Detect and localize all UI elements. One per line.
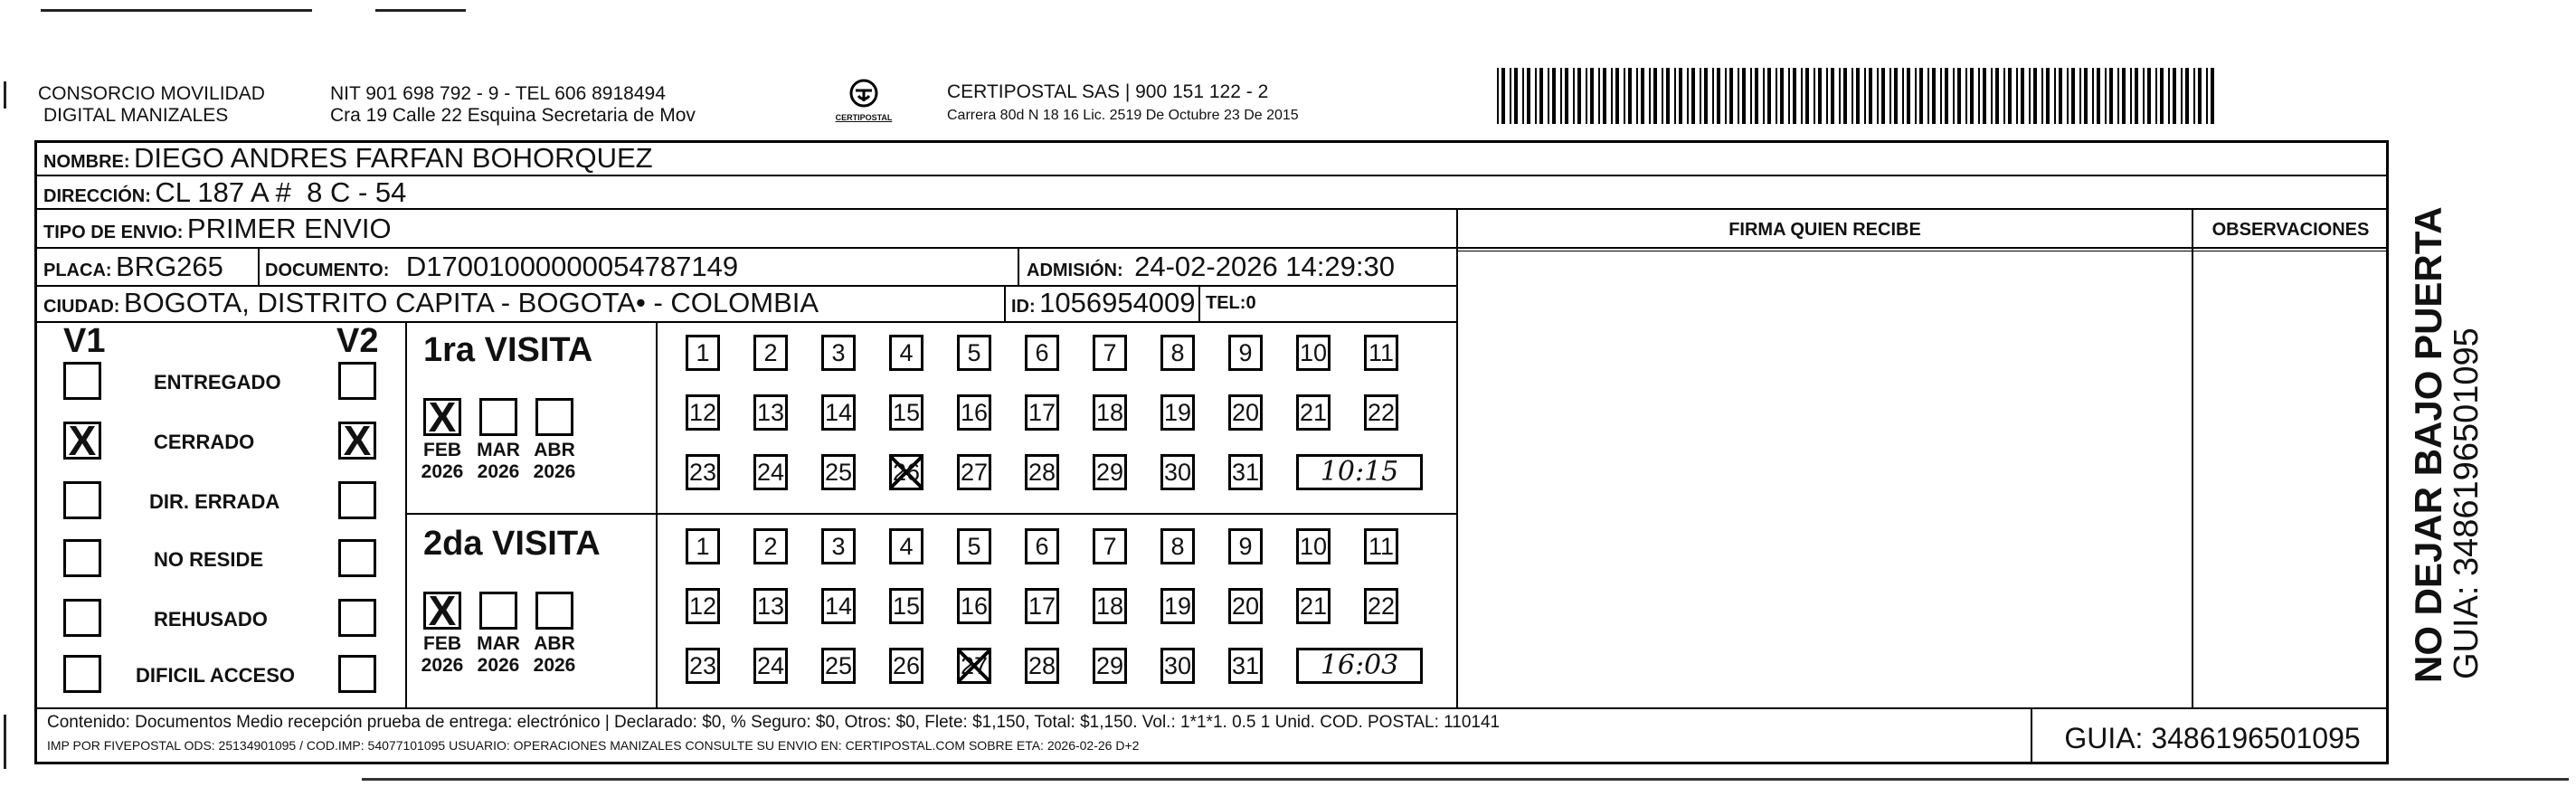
option-label: REHUSADO — [154, 608, 268, 631]
barcode-bar — [1995, 68, 1999, 124]
barcode-bar — [1679, 68, 1682, 124]
nombre-label: NOMBRE: — [43, 152, 130, 172]
day-box[interactable]: 24 — [753, 648, 788, 684]
barcode-bar — [2021, 68, 2024, 124]
barcode-bar — [1666, 68, 1670, 124]
barcode-bar — [1687, 68, 1689, 124]
barcode-bar — [1856, 68, 1860, 124]
barcode-bar — [1691, 68, 1695, 124]
option-label: ENTREGADO — [154, 371, 281, 394]
month-checkbox[interactable]: X — [423, 398, 461, 436]
barcode-bar — [2079, 68, 2081, 124]
month-checkbox[interactable] — [479, 592, 517, 630]
admision-value: 24-02-2026 14:29:30 — [1134, 251, 1395, 282]
day-box[interactable]: 16 — [957, 394, 991, 431]
barcode-bar — [1603, 68, 1606, 124]
edge-mark — [4, 715, 6, 769]
barcode-bar — [1852, 68, 1853, 124]
month-year: 2026 — [421, 461, 464, 482]
day-box[interactable]: 9 — [1228, 528, 1263, 564]
day-box[interactable]: 19 — [1160, 588, 1195, 624]
barcode-bar — [1927, 68, 1929, 124]
tipo-envio-value: PRIMER ENVIO — [186, 213, 392, 244]
day-box[interactable]: 22 — [1364, 394, 1398, 431]
barcode-bar — [1636, 68, 1638, 124]
barcode-bar — [1598, 68, 1600, 124]
day-box[interactable]: 2 — [753, 335, 788, 371]
barcode-bar — [1615, 68, 1619, 124]
barcode-bar — [2092, 68, 2094, 124]
v2-checkbox[interactable] — [338, 655, 376, 693]
barcode-bar — [2206, 68, 2208, 124]
time-field[interactable]: 16:03 — [1296, 648, 1423, 684]
barcode-bar — [2003, 68, 2005, 124]
barcode-bar — [2084, 68, 2088, 124]
barcode-bar — [1945, 68, 1948, 124]
barcode-bar — [1902, 68, 1904, 124]
tel-value: 0 — [1245, 293, 1256, 313]
barcode-bar — [2147, 68, 2151, 124]
day-box[interactable]: 16 — [957, 588, 991, 624]
day-box[interactable]: 31 — [1228, 454, 1263, 490]
month-checkbox[interactable] — [535, 398, 573, 436]
barcode-bar — [1801, 68, 1803, 124]
admision-label: ADMISIÓN: — [1027, 261, 1123, 280]
scan-mark-right — [375, 9, 466, 12]
nombre-value: DIEGO ANDRES FARFAN BOHORQUEZ — [134, 142, 653, 174]
barcode-bar — [1577, 68, 1581, 124]
barcode-bar — [2117, 68, 2119, 124]
barcode-bar — [1514, 68, 1518, 124]
day-box[interactable]: 17 — [1025, 588, 1059, 624]
day-box[interactable]: 4 — [889, 335, 923, 371]
month-label — [527, 440, 582, 483]
barcode-bar — [1653, 68, 1657, 124]
barcode-bar — [1957, 68, 1961, 124]
direccion-value: CL 187 A # 8 C - 54 — [155, 176, 407, 208]
day-box[interactable]: 1 — [686, 335, 720, 371]
edge-mark — [4, 81, 6, 109]
barcode-bar — [1624, 68, 1625, 124]
v1-checkbox[interactable] — [63, 599, 101, 637]
barcode-bar — [1729, 68, 1733, 124]
month-checkbox[interactable] — [535, 592, 573, 630]
barcode-bar — [2181, 68, 2183, 124]
day-box[interactable]: 26 — [889, 454, 923, 490]
v2-checkbox[interactable] — [338, 539, 376, 577]
time-field[interactable]: 10:15 — [1296, 454, 1423, 490]
v1-checkbox[interactable] — [63, 539, 101, 577]
barcode-bar — [2211, 68, 2214, 124]
nit-block — [330, 83, 696, 127]
month-year: 2026 — [533, 461, 576, 482]
barcode-bar — [1843, 68, 1847, 124]
barcode-bar — [2143, 68, 2145, 124]
company-name — [38, 83, 265, 127]
month-name: FEB — [423, 440, 461, 460]
day-box[interactable]: 5 — [957, 528, 991, 564]
direccion-label: DIRECCIÓN: — [43, 186, 151, 206]
v2-checkbox[interactable] — [338, 481, 376, 519]
barcode-bar — [2135, 68, 2138, 124]
barcode-bar — [1755, 68, 1758, 124]
observaciones-header: OBSERVACIONES — [2211, 220, 2370, 240]
barcode-bar — [1983, 68, 1986, 124]
barcode-bar — [1548, 68, 1549, 124]
day-box[interactable]: 8 — [1160, 335, 1195, 371]
day-box[interactable]: 10 — [1296, 528, 1331, 564]
day-box[interactable]: 11 — [1364, 335, 1398, 371]
barcode-bar — [1700, 68, 1701, 124]
divider — [656, 321, 658, 707]
month-name: ABR — [534, 633, 575, 654]
barcode-bar — [2155, 68, 2157, 124]
barcode-bar — [2130, 68, 2132, 124]
month-label — [527, 633, 582, 677]
barcode-bar — [2059, 68, 2062, 124]
day-box[interactable]: 19 — [1160, 394, 1195, 431]
day-box[interactable]: 13 — [753, 588, 788, 624]
day-box[interactable]: 7 — [1093, 335, 1127, 371]
barcode-bar — [1869, 68, 1872, 124]
side-guia: GUIA: 3486196501095 — [2448, 327, 2486, 679]
barcode-bar — [1497, 68, 1499, 124]
v1-checkbox[interactable] — [63, 481, 101, 519]
day-box[interactable]: 25 — [821, 454, 856, 490]
day-box[interactable]: 27 — [957, 454, 991, 490]
day-box[interactable]: 29 — [1093, 648, 1127, 684]
firma-header: FIRMA QUIEN RECIBE — [1728, 220, 1921, 240]
barcode-bar — [1805, 68, 1809, 124]
barcode — [1497, 68, 2216, 124]
visit-title: 2da VISITA — [423, 525, 601, 563]
day-box[interactable]: 27 — [957, 648, 991, 684]
no-dejar-bajo-puerta: NO DEJAR BAJO PUERTA — [2407, 206, 2449, 683]
divider — [258, 247, 260, 285]
barcode-bar — [1649, 68, 1651, 124]
divider — [36, 707, 2388, 709]
v1-header: V1 — [63, 322, 106, 360]
documento-label: DOCUMENTO: — [265, 261, 390, 280]
id-label: ID: — [1011, 297, 1036, 317]
barcode-bar — [2198, 68, 2202, 124]
month-name: MAR — [477, 633, 520, 654]
barcode-bar — [1573, 68, 1575, 124]
barcode-bar — [1932, 68, 1936, 124]
day-box[interactable]: 6 — [1025, 528, 1059, 564]
barcode-bar — [1839, 68, 1841, 124]
month-label — [471, 440, 526, 483]
barcode-bar — [1704, 68, 1708, 124]
barcode-bar — [2067, 68, 2069, 124]
nit-line-2: Cra 19 Calle 22 Esquina Secretaria de Mov — [330, 105, 696, 126]
barcode-bar — [1889, 68, 1891, 124]
barcode-bar — [1915, 68, 1917, 124]
barcode-bar — [1877, 68, 1879, 124]
company-line-1: CONSORCIO MOVILIDAD — [38, 83, 265, 104]
imp-text: IMP POR FIVEPOSTAL ODS: 25134901095 / COD.IMP: 54077101095 USUARIO: OPERACIONES MANIZALES CONSULTE SU ENVIO EN: CERTIPOSTAL.COM SOBRE ETA: 2026-02-26 D+2 — [47, 738, 1140, 753]
option-label: DIR. ERRADA — [149, 490, 280, 513]
day-box[interactable]: 11 — [1364, 528, 1398, 564]
day-box[interactable]: 22 — [1364, 588, 1398, 624]
barcode-bar — [1641, 68, 1644, 124]
day-box[interactable]: 12 — [686, 394, 720, 431]
barcode-bar — [2071, 68, 2075, 124]
barcode-bar — [1864, 68, 1866, 124]
day-box[interactable]: 9 — [1228, 335, 1263, 371]
tipo-envio-row — [43, 211, 392, 252]
barcode-bar — [1991, 68, 1993, 124]
month-year: 2026 — [533, 655, 576, 676]
barcode-bar — [1907, 68, 1910, 124]
month-year: 2026 — [477, 461, 520, 482]
day-box[interactable]: 26 — [889, 648, 923, 684]
placa-label: PLACA: — [43, 261, 112, 280]
option-label: NO RESIDE — [154, 548, 264, 571]
day-box[interactable]: 20 — [1228, 588, 1263, 624]
barcode-bar — [1628, 68, 1632, 124]
day-box[interactable]: 7 — [1093, 528, 1127, 564]
documento-value: D17001000000054787149 — [405, 251, 739, 282]
barcode-bar — [1510, 68, 1511, 124]
day-box[interactable]: 17 — [1025, 394, 1059, 431]
day-box[interactable]: 3 — [821, 528, 856, 564]
day-box[interactable]: 5 — [957, 335, 991, 371]
day-box[interactable]: 3 — [821, 335, 856, 371]
barcode-bar — [1881, 68, 1885, 124]
id-value: 1056954009 — [1039, 287, 1196, 318]
barcode-bar — [2046, 68, 2050, 124]
day-box[interactable]: 29 — [1093, 454, 1127, 490]
certipostal-block — [947, 81, 1299, 127]
v1-checkbox[interactable] — [63, 655, 101, 693]
day-box[interactable]: 8 — [1160, 528, 1195, 564]
divider — [1004, 285, 1006, 321]
barcode-bar — [1978, 68, 1980, 124]
barcode-bar — [2173, 68, 2176, 124]
barcode-bar — [2029, 68, 2031, 124]
barcode-bar — [1788, 68, 1790, 124]
barcode-bar — [1535, 68, 1537, 124]
barcode-bar — [1539, 68, 1543, 124]
option-label: DIFICIL ACCESO — [136, 664, 296, 687]
barcode-bar — [1738, 68, 1739, 124]
tel-field — [1206, 285, 1256, 323]
month-label — [415, 633, 469, 677]
barcode-bar — [1970, 68, 1974, 124]
month-label — [471, 633, 526, 677]
tipo-envio-label: TIPO DE ENVIO: — [43, 223, 184, 242]
day-box[interactable]: 23 — [686, 648, 720, 684]
barcode-bar — [1826, 68, 1828, 124]
day-box[interactable]: 15 — [889, 394, 923, 431]
divider — [1018, 247, 1019, 285]
day-box[interactable]: 30 — [1160, 648, 1195, 684]
certipostal-line-1: CERTIPOSTAL SAS | 900 151 122 - 2 — [947, 81, 1269, 102]
day-box[interactable]: 4 — [889, 528, 923, 564]
guia-number: GUIA: 3486196501095 — [2064, 722, 2361, 754]
day-box[interactable]: 13 — [753, 394, 788, 431]
barcode-bar — [1565, 68, 1568, 124]
barcode-bar — [1662, 68, 1663, 124]
barcode-bar — [1501, 68, 1505, 124]
barcode-bar — [1586, 68, 1587, 124]
bottom-edge-line — [362, 778, 2569, 781]
side-label — [2408, 206, 2484, 683]
day-box[interactable]: 23 — [686, 454, 720, 490]
barcode-bar — [1725, 68, 1727, 124]
signature-area[interactable] — [1458, 252, 2192, 707]
v2-checkbox[interactable] — [338, 599, 376, 637]
barcode-bar — [1717, 68, 1720, 124]
barcode-bar — [1742, 68, 1746, 124]
month-label — [415, 440, 469, 483]
barcode-bar — [1894, 68, 1898, 124]
barcode-bar — [1953, 68, 1955, 124]
barcode-bar — [2185, 68, 2189, 124]
barcode-bar — [1552, 68, 1556, 124]
logo-text: CERTIPOSTAL — [835, 113, 893, 122]
day-box[interactable]: 28 — [1025, 648, 1059, 684]
ciudad-value: BOGOTA, DISTRITO CAPITA - BOGOTA• - COLOMBIA — [123, 287, 819, 318]
barcode-bar — [2105, 68, 2107, 124]
month-name: MAR — [477, 440, 520, 460]
divider — [405, 321, 407, 707]
day-box[interactable]: 21 — [1296, 394, 1331, 431]
id-field — [1011, 285, 1196, 327]
day-box[interactable]: 10 — [1296, 335, 1331, 371]
barcode-bar — [2122, 68, 2126, 124]
day-box[interactable]: 30 — [1160, 454, 1195, 490]
day-box[interactable]: 18 — [1093, 588, 1127, 624]
day-box[interactable]: 18 — [1093, 394, 1127, 431]
option-label: CERRADO — [154, 431, 255, 453]
day-box[interactable]: 12 — [686, 588, 720, 624]
ciudad-label: CIUDAD: — [43, 297, 120, 317]
barcode-bar — [1750, 68, 1752, 124]
month-name: ABR — [534, 440, 575, 460]
barcode-bar — [2016, 68, 2018, 124]
divider — [405, 513, 1456, 515]
certipostal-logo — [832, 78, 895, 132]
v1-checkbox[interactable]: X — [63, 422, 101, 460]
day-box[interactable]: 1 — [686, 528, 720, 564]
ciudad-field — [43, 285, 819, 327]
day-box[interactable]: 2 — [753, 528, 788, 564]
day-box[interactable]: 25 — [821, 648, 856, 684]
month-checkbox[interactable]: X — [423, 592, 461, 630]
company-line-2: DIGITAL MANIZALES — [43, 105, 229, 126]
day-box[interactable]: 6 — [1025, 335, 1059, 371]
v2-checkbox[interactable] — [338, 362, 376, 400]
observaciones-area[interactable] — [2193, 252, 2388, 707]
barcode-bar — [2033, 68, 2037, 124]
barcode-bar — [2160, 68, 2164, 124]
nit-line-1: NIT 901 698 792 - 9 - TEL 606 8918494 — [330, 83, 666, 104]
barcode-bar — [1940, 68, 1942, 124]
logo-icon — [848, 78, 879, 109]
month-name: FEB — [423, 633, 461, 654]
contenido-text: Contenido: Documentos Medio recepción prueba de entrega: electrónico | Declarado: $0, % Seguro: $0, Otros: $0, Flete: $1,150, Total: $1,150. Vol.: 1*1*1. 0.5 1 Unid. COD. POSTAL: 110141 — [47, 713, 1501, 732]
barcode-bar — [1560, 68, 1562, 124]
barcode-bar — [1674, 68, 1676, 124]
barcode-bar — [1780, 68, 1784, 124]
visit-title: 1ra VISITA — [423, 331, 593, 369]
month-year: 2026 — [421, 655, 464, 676]
barcode-bar — [2008, 68, 2012, 124]
barcode-bar — [1919, 68, 1923, 124]
barcode-bar — [1590, 68, 1594, 124]
barcode-bar — [1522, 68, 1524, 124]
barcode-bar — [1712, 68, 1714, 124]
day-box[interactable]: 20 — [1228, 394, 1263, 431]
barcode-bar — [2097, 68, 2100, 124]
barcode-bar — [1763, 68, 1765, 124]
divider — [2031, 707, 2032, 763]
day-box[interactable]: 14 — [821, 394, 856, 431]
v2-header: V2 — [336, 322, 379, 360]
day-box[interactable]: 24 — [753, 454, 788, 490]
month-year: 2026 — [477, 655, 520, 676]
day-box[interactable]: 15 — [889, 588, 923, 624]
v2-checkbox[interactable]: X — [338, 422, 376, 460]
barcode-bar — [1814, 68, 1815, 124]
day-box[interactable]: 31 — [1228, 648, 1263, 684]
day-box[interactable]: 14 — [821, 588, 856, 624]
barcode-bar — [1965, 68, 1967, 124]
barcode-bar — [1793, 68, 1796, 124]
barcode-bar — [1527, 68, 1530, 124]
barcode-bar — [2041, 68, 2043, 124]
certipostal-line-2: Carrera 80d N 18 16 Lic. 2519 De Octubre 23 De 2015 — [947, 108, 1299, 123]
barcode-bar — [1831, 68, 1834, 124]
barcode-bar — [2054, 68, 2056, 124]
day-box[interactable]: 21 — [1296, 588, 1331, 624]
barcode-bar — [1767, 68, 1771, 124]
month-checkbox[interactable] — [479, 398, 517, 436]
day-box[interactable]: 28 — [1025, 454, 1059, 490]
barcode-bar — [1611, 68, 1613, 124]
v1-checkbox[interactable] — [63, 362, 101, 400]
tel-label: TEL: — [1206, 293, 1246, 313]
barcode-bar — [2193, 68, 2195, 124]
barcode-bar — [2168, 68, 2170, 124]
divider — [1198, 285, 1200, 321]
barcode-graphic — [1497, 68, 2216, 124]
barcode-bar — [1776, 68, 1777, 124]
scan-mark-left — [41, 9, 312, 12]
barcode-bar — [2109, 68, 2113, 124]
placa-value: BRG265 — [116, 251, 223, 282]
barcode-bar — [1818, 68, 1822, 124]
